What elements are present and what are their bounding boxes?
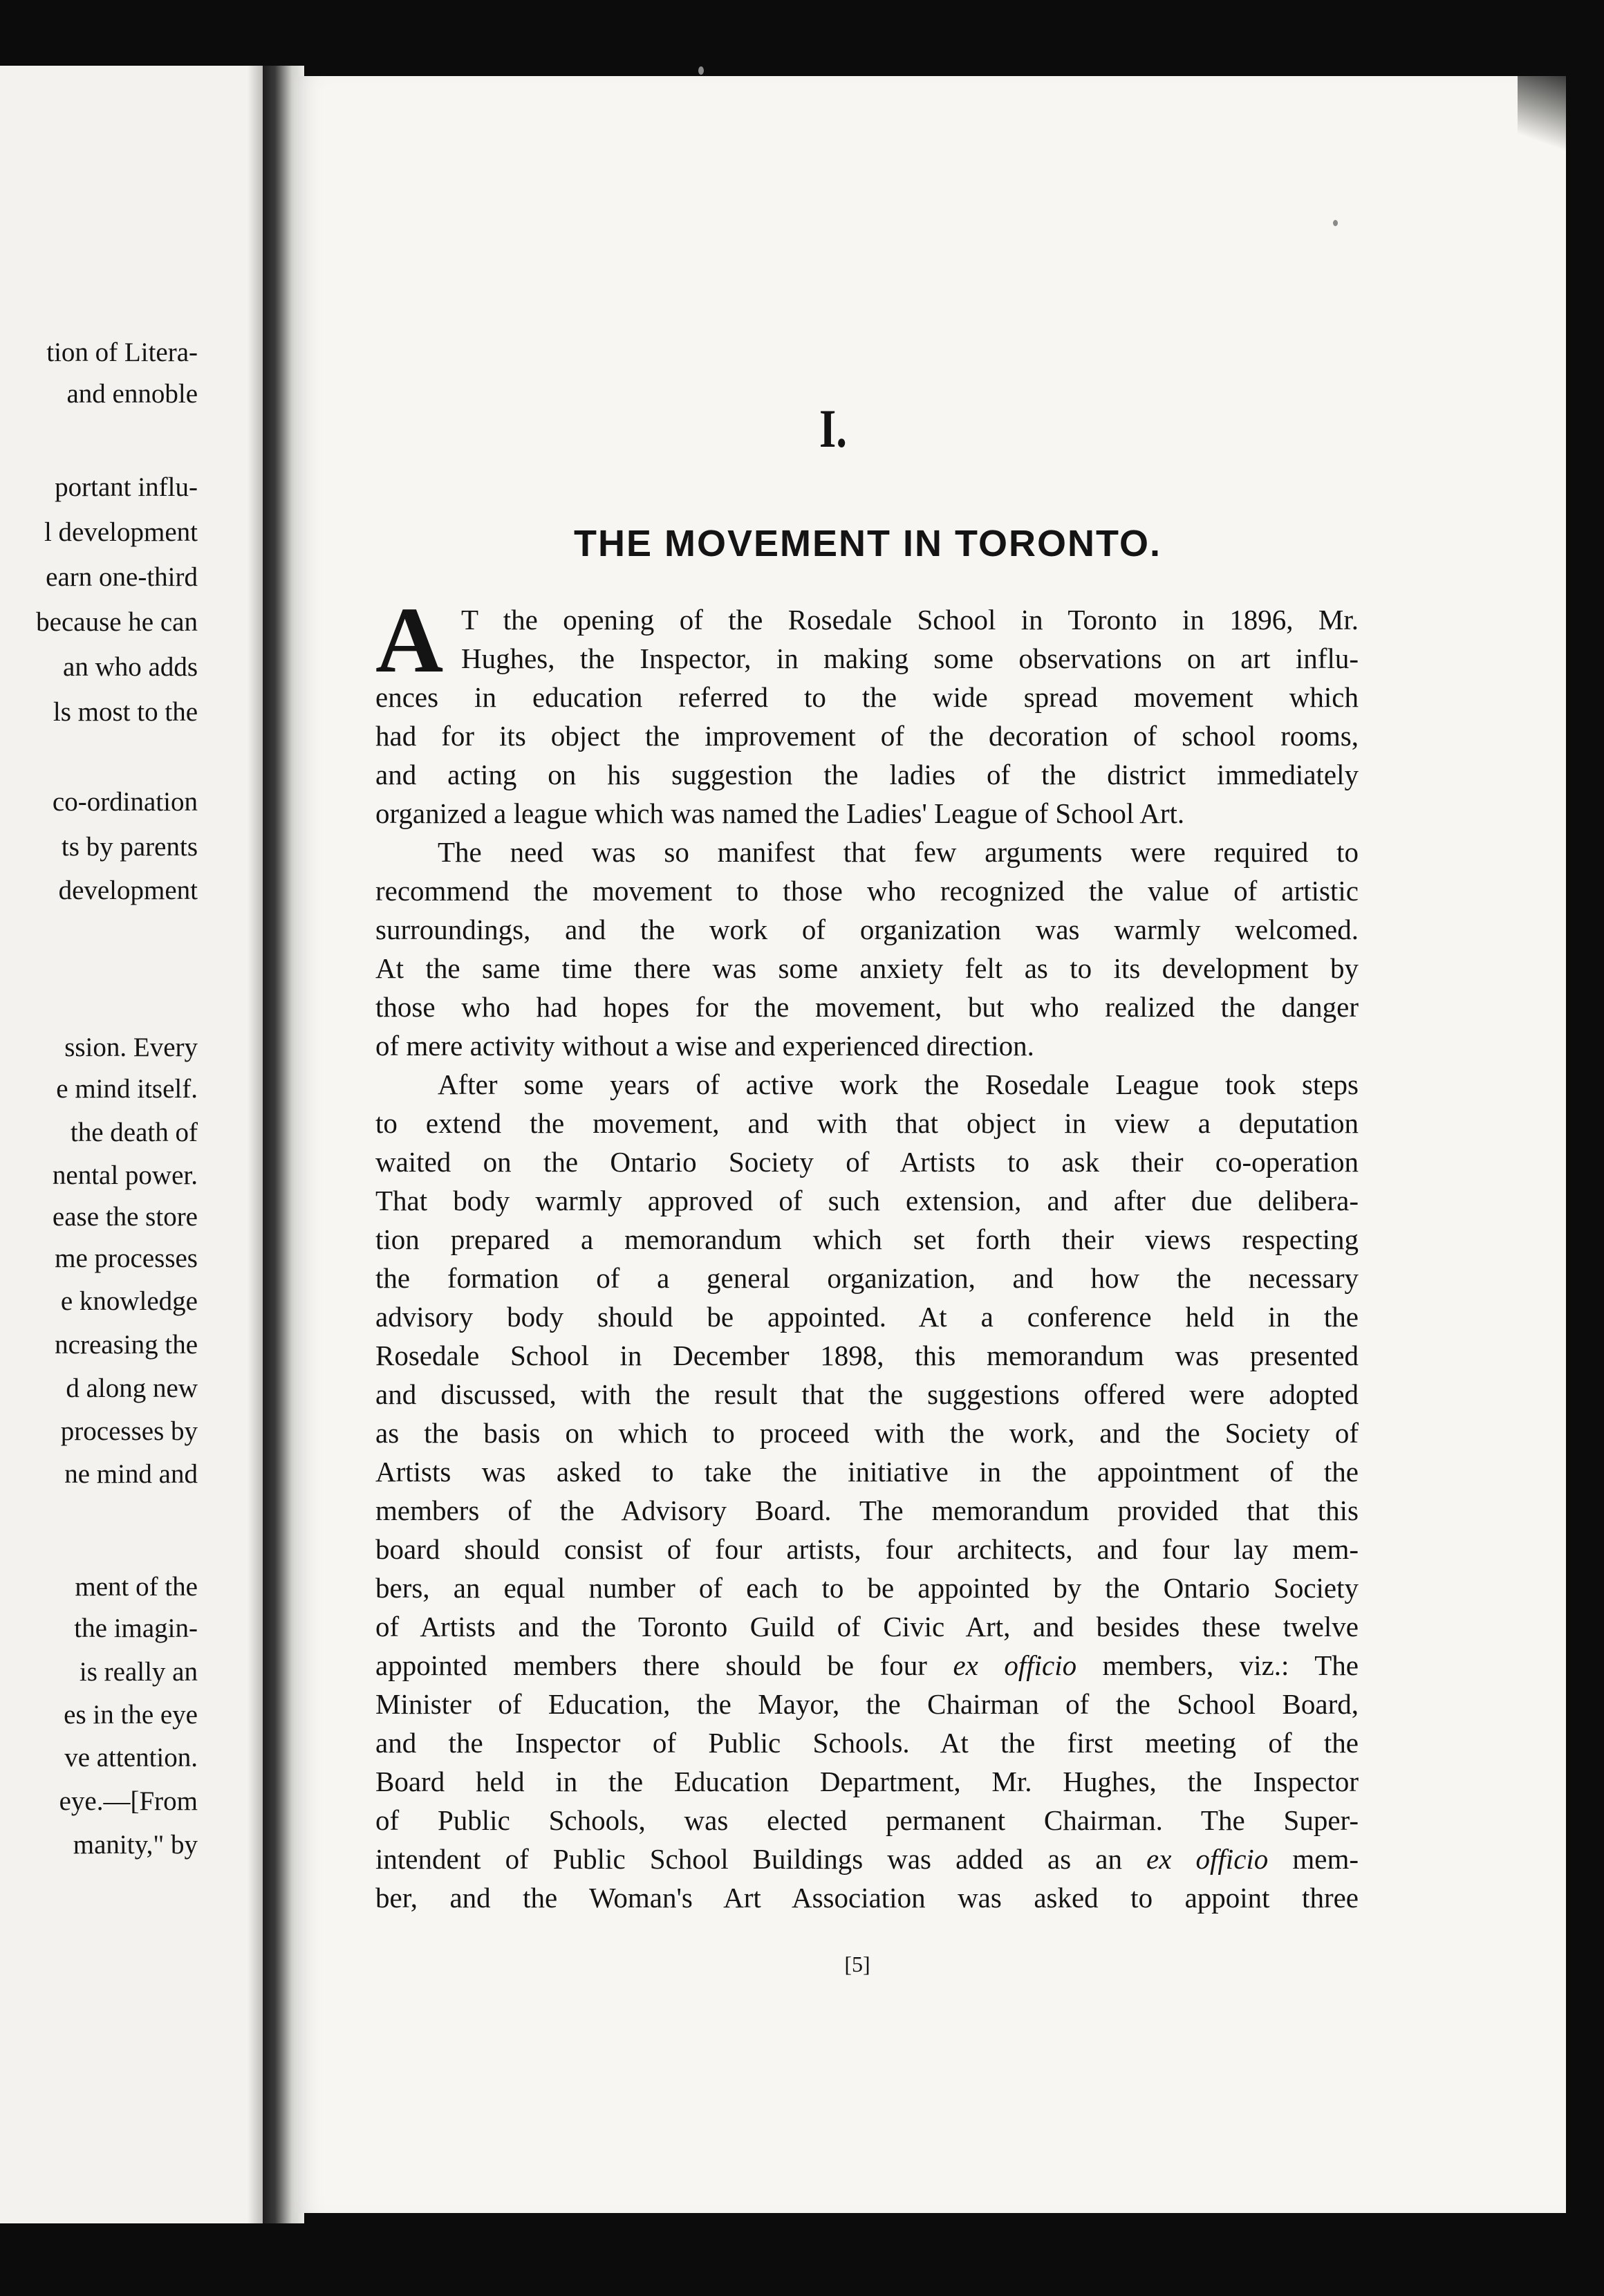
page-fold-shadow bbox=[248, 66, 263, 2223]
text-line: members of the Advisory Board. The memorandum provided that this bbox=[375, 1494, 1359, 1526]
left-page-line: tion of Litera- bbox=[46, 337, 198, 367]
text-line: tion prepared a memorandum which set forth their views respecting bbox=[375, 1223, 1359, 1255]
left-page-line: ne mind and bbox=[64, 1459, 198, 1489]
left-facing-page bbox=[0, 66, 263, 2223]
text-line: of mere activity without a wise and experienced direction. bbox=[375, 1030, 1034, 1062]
text-line: That body warmly approved of such extension, and after due delibera- bbox=[375, 1185, 1359, 1216]
page-number: [5] bbox=[844, 1952, 870, 1976]
left-page-line: ease the store bbox=[52, 1202, 198, 1232]
left-page-line: development bbox=[58, 876, 198, 905]
left-page-line: ncreasing the bbox=[55, 1330, 198, 1360]
text-line: At the same time there was some anxiety felt as to its development by bbox=[375, 952, 1359, 984]
left-page-line: the imagin- bbox=[74, 1613, 198, 1643]
text-line: of Artists and the Toronto Guild of Civic Art, and besides these twelve bbox=[375, 1611, 1359, 1642]
text-line: surroundings, and the work of organization was warmly welcomed. bbox=[375, 914, 1359, 945]
text-line: appointed members there should be four ex officio members, viz.: The bbox=[375, 1649, 1359, 1681]
page-corner-fold bbox=[1518, 76, 1566, 159]
left-page-line: e knowledge bbox=[60, 1286, 198, 1316]
left-page-line: and ennoble bbox=[66, 379, 198, 409]
text-line: bers, an equal number of each to be appointed by the Ontario Society bbox=[375, 1572, 1359, 1604]
text-line: had for its object the improvement of the decoration of school rooms, bbox=[375, 720, 1359, 752]
left-page-line: es in the eye bbox=[64, 1700, 198, 1730]
latin-phrase: ex officio bbox=[1146, 1843, 1269, 1875]
text-line: the formation of a general organization, and how the necessary bbox=[375, 1262, 1359, 1294]
text-line: advisory body should be appointed. At a conference held in the bbox=[375, 1301, 1359, 1333]
text-line: ber, and the Woman's Art Association was asked to appoint three bbox=[375, 1882, 1359, 1914]
left-page-line: the death of bbox=[70, 1118, 198, 1147]
text-line: and the Inspector of Public Schools. At the first meeting of the bbox=[375, 1727, 1359, 1759]
body-text bbox=[375, 589, 1359, 1917]
text-line: and discussed, with the result that the suggestions offered were adopted bbox=[375, 1378, 1359, 1410]
left-page-line: ve attention. bbox=[64, 1743, 198, 1772]
scan-speck bbox=[1333, 220, 1338, 226]
left-page-line: ment of the bbox=[75, 1572, 198, 1602]
text-line: T the opening of the Rosedale School in Toronto in 1896, Mr. bbox=[461, 604, 1359, 636]
left-page-line: portant influ- bbox=[55, 472, 198, 502]
text-line: Rosedale School in December 1898, this memorandum was presented bbox=[375, 1340, 1359, 1371]
left-page-line: an who adds bbox=[63, 652, 198, 682]
left-page-line: ssion. Every bbox=[64, 1033, 198, 1062]
chapter-title: THE MOVEMENT IN TORONTO. bbox=[573, 523, 1162, 564]
text-line: board should consist of four artists, four architects, and four lay mem- bbox=[375, 1533, 1359, 1565]
chapter-number: I. bbox=[819, 398, 847, 459]
left-page-line: ts by parents bbox=[61, 832, 198, 862]
text-line: Minister of Education, the Mayor, the Chairman of the School Board, bbox=[375, 1688, 1359, 1720]
text-line: to extend the movement, and with that object in view a deputation bbox=[375, 1107, 1359, 1139]
left-page-line: e mind itself. bbox=[56, 1074, 198, 1104]
left-page-line: d along new bbox=[66, 1373, 198, 1403]
text-line: waited on the Ontario Society of Artists to ask their co-operation bbox=[375, 1146, 1359, 1178]
text-line: those who had hopes for the movement, but who realized the danger bbox=[375, 991, 1359, 1023]
text-line: After some years of active work the Rosedale League took steps bbox=[438, 1068, 1359, 1100]
left-page-line: nental power. bbox=[52, 1160, 198, 1190]
left-page-line: eye.—[From bbox=[59, 1786, 198, 1816]
left-page-line: because he can bbox=[36, 607, 198, 637]
text-line: Board held in the Education Department, Mr. Hughes, the Inspector bbox=[375, 1766, 1359, 1797]
text-line: as the basis on which to proceed with the work, and the Society of bbox=[375, 1417, 1359, 1449]
text-line: The need was so manifest that few arguments were required to bbox=[438, 836, 1359, 868]
text-line: intendent of Public School Buildings was added as an ex officio mem- bbox=[375, 1843, 1359, 1875]
text-line: organized a league which was named the Ladies' League of School Art. bbox=[375, 797, 1185, 829]
text-line: Artists was asked to take the initiative in the appointment of the bbox=[375, 1456, 1359, 1488]
drop-cap: A bbox=[375, 589, 444, 692]
text-line: of Public Schools, was elected permanent Chairman. The Super- bbox=[375, 1804, 1359, 1836]
scan-speck bbox=[698, 66, 704, 75]
left-page-line: earn one-third bbox=[46, 562, 198, 592]
left-page-line: l development bbox=[44, 517, 198, 547]
latin-phrase: ex officio bbox=[953, 1649, 1077, 1681]
text-line: Hughes, the Inspector, in making some observations on art influ- bbox=[461, 642, 1359, 674]
left-page-line: is really an bbox=[79, 1657, 198, 1687]
left-page-line: processes by bbox=[60, 1416, 198, 1446]
left-page-line: ls most to the bbox=[53, 697, 198, 727]
text-line: recommend the movement to those who recognized the value of artistic bbox=[375, 875, 1359, 907]
left-page-line: manity," by bbox=[73, 1830, 198, 1860]
left-page-line: co-ordination bbox=[52, 787, 198, 817]
left-page-line: me processes bbox=[55, 1243, 198, 1273]
text-line: ences in education referred to the wide spread movement which bbox=[375, 681, 1359, 713]
text-line: and acting on his suggestion the ladies of the district immediately bbox=[375, 759, 1359, 790]
